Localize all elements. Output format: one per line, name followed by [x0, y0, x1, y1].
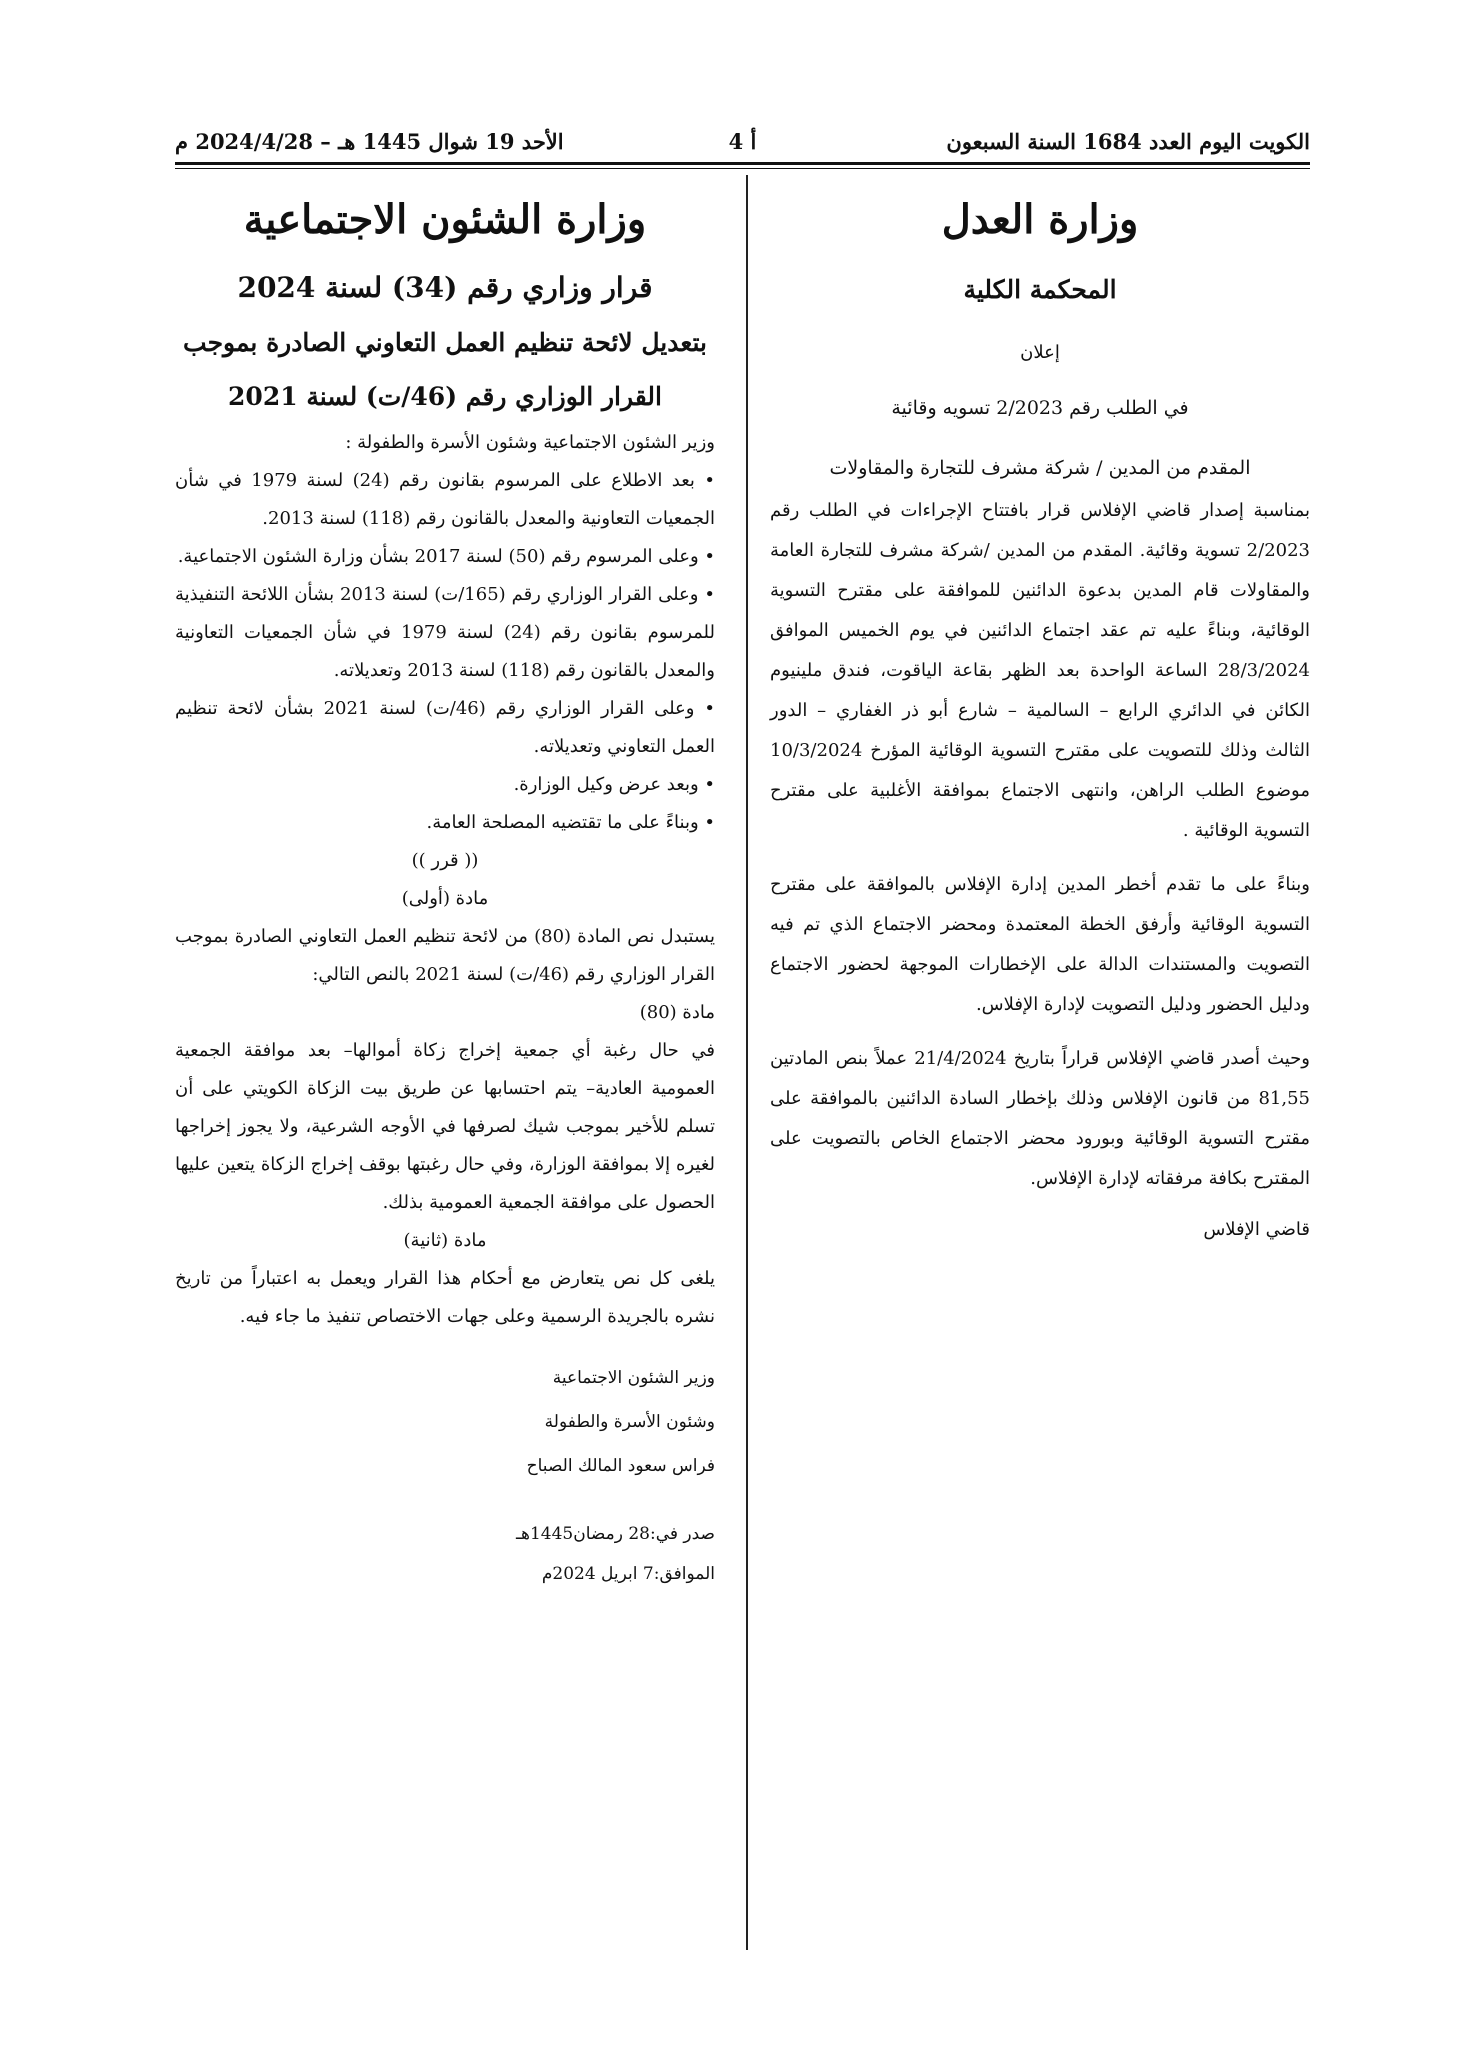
- issue-date-hijri: صدر في:28 رمضان1445هـ: [516, 1524, 715, 1544]
- article-1-title: مادة (أولى): [401, 888, 489, 909]
- header-rule-thick: [175, 162, 1310, 165]
- preamble-item: • وبناءً على ما تقتضيه المصلحة العامة.: [175, 804, 715, 842]
- decided-heading: (( قرر )): [411, 850, 479, 871]
- signature-line: وزير الشئون الاجتماعية: [552, 1368, 715, 1388]
- preamble-item: • وعلى القرار الوزاري رقم (165/ت) لسنة 2013 بشأن اللائحة التنفيذية للمرسوم بقانون رقم (24) لسنة 1979 في شأن الجمعيات التعاونية والمعدل بالقانون رقم (118) لسنة 2013 وتعديلاته.: [175, 576, 715, 690]
- article-2-title: مادة (ثانية): [403, 1230, 487, 1251]
- column-divider: [746, 175, 748, 1950]
- page-number: أ 4: [728, 128, 757, 154]
- article-1-text: يستبدل نص المادة (80) من لائحة تنظيم العمل التعاوني الصادرة بموجب القرار الوزاري رقم (46/ت) لسنة 2021 بالنص التالي:: [175, 926, 716, 985]
- announcement-paragraph-2: وبناءً على ما تقدم أخطر المدين إدارة الإفلاس بالموافقة على مقترح التسوية الوقائية وأرفق الخطة المعتمدة ومحضر الاجتماع الذي تم فيه التصويت والمستندات الدالة على الإخطارات الموجهة لحضور الاجتماع ودليل الحضور ودليل التصويت لإدارة الإفلاس.: [770, 874, 1310, 1015]
- signature-line: وشئون الأسرة والطفولة: [544, 1412, 715, 1432]
- court-title: المحكمة الكلية: [963, 275, 1117, 304]
- article-2-text: يلغى كل نص يتعارض مع أحكام هذا القرار ويعمل به اعتباراً من تاريخ نشره بالجريدة الرسمية وعلى جهات الاختصاص تنفيذ ما جاء فيه.: [175, 1268, 715, 1327]
- preamble-item: • بعد الاطلاع على المرسوم بقانون رقم (24) لسنة 1979 في شأن الجمعيات التعاونية والمعدل بالقانون رقم (118) لسنة 2013.: [175, 462, 715, 538]
- gazette-issue-info: الكويت اليوم العدد 1684 السنة السبعون: [946, 128, 1310, 154]
- preamble-item: • وعلى المرسوم رقم (50) لسنة 2017 بشأن وزارة الشئون الاجتماعية.: [175, 538, 715, 576]
- decree-subtitle: بتعديل لائحة تنظيم العمل التعاوني الصادرة بموجب القرار الوزاري رقم (46/ت) لسنة 2021: [183, 328, 707, 411]
- issue-date-gregorian: الموافق:7 ابريل 2024م: [541, 1564, 715, 1584]
- preamble-item: • وبعد عرض وكيل الوزارة.: [175, 766, 715, 804]
- announcement-paragraph-1: بمناسبة إصدار قاضي الإفلاس قرار بافتتاح الإجراءات في الطلب رقم 2/2023 تسوية وقائية. المقدم من المدين /شركة مشرف للتجارة العامة والمقاولات قام المدين بدعوة الدائنين للموافقة على مقترح التسوية الوقائية، وبناءً عليه تم عقد اجتماع الدائنين في يوم الخميس الموافق 28/3/2024 الساعة الواحدة بعد الظهر بقاعة الياقوت، فندق ملينيوم الكائن في الدائري الرابع – السالمية – شارع أبو ذر الغفاري – الدور الثالث وذلك للتصويت على مقترح التسوية الوقائية المؤرخ 10/3/2024 موضوع الطلب الراهن، وانتهى الاجتماع بموافقة الأغلبية على مقترح التسوية الوقائية .: [770, 500, 1310, 841]
- announcement-paragraph-3: وحيث أصدر قاضي الإفلاس قراراً بتاريخ 21/4/2024 عملاً بنص المادتين 81,55 من قانون الإفلاس وذلك بإخطار السادة الدائنين بالموافقة على مقترح التسوية الوقائية وبورود محضر الاجتماع الخاص بالتصويت على المقترح بكافة مرفقاته لإدارة الإفلاس.: [770, 1048, 1310, 1189]
- minister-line: وزير الشئون الاجتماعية وشئون الأسرة والطفولة :: [345, 432, 715, 453]
- social-affairs-column: [175, 180, 715, 1594]
- ministry-of-justice-title: وزارة العدل: [941, 196, 1139, 243]
- signature-line: فراس سعود المالك الصباح: [526, 1456, 715, 1476]
- decree-title: قرار وزاري رقم (34) لسنة 2024: [237, 271, 653, 304]
- publication-date: الأحد 19 شوال 1445 هـ – 2024/4/28 م: [175, 128, 564, 154]
- article-80-text: في حال رغبة أي جمعية إخراج زكاة أموالها– بعد موافقة الجمعية العمومية العادية– يتم احتسابها عن طريق بيت الزكاة الكويتي على أن تسلم للأخير بموجب شيك لصرفها في الأوجه الشرعية، ولا يجوز إخراجها لغيره إلا بموافقة الوزارة، وفي حال رغبتها بوقف إخراج الزكاة يتعين عليها الحصول على موافقة الجمعية العمومية بذلك.: [175, 1040, 715, 1213]
- issue-date-block: [175, 1514, 715, 1594]
- announcement-label: إعلان: [1020, 342, 1060, 363]
- bankruptcy-judge-signature: قاضي الإفلاس: [1203, 1219, 1310, 1240]
- minister-signature: [175, 1356, 715, 1488]
- applicant-line: المقدم من المدين / شركة مشرف للتجارة والمقاولات: [829, 457, 1251, 479]
- justice-column: [770, 180, 1310, 1240]
- page-header: [175, 118, 1310, 164]
- preamble-item: • وعلى القرار الوزاري رقم (46/ت) لسنة 2021 بشأن لائحة تنظيم العمل التعاوني وتعديلاته.: [175, 690, 715, 766]
- case-number-line: في الطلب رقم 2/2023 تسويه وقائية: [891, 397, 1189, 419]
- ministry-of-social-affairs-title: وزارة الشئون الاجتماعية: [243, 196, 647, 243]
- article-80-title: مادة (80): [639, 1002, 715, 1023]
- header-rule-thin: [175, 168, 1310, 169]
